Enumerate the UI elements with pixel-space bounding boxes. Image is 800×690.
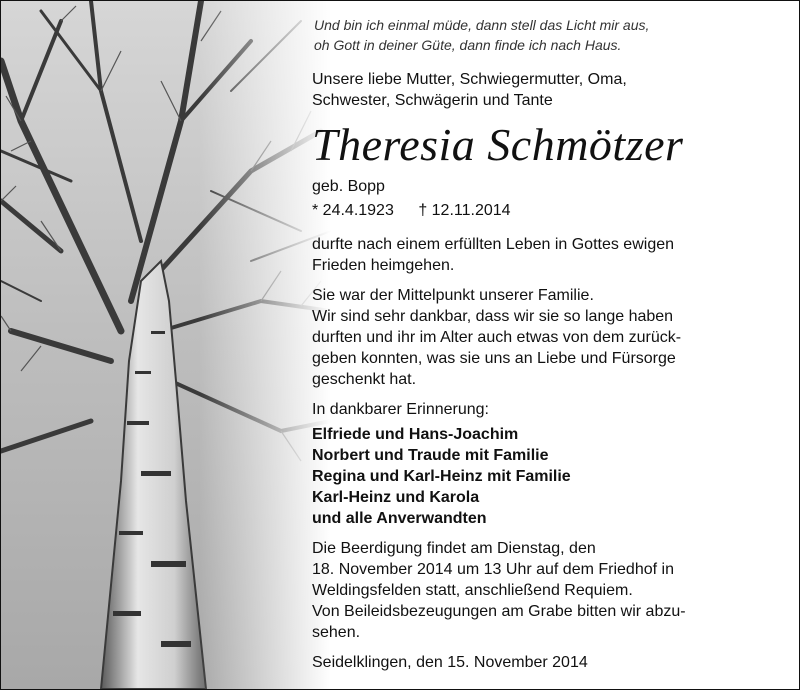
passing-text: [312, 234, 782, 276]
tribute-line: geschenkt hat.: [312, 371, 417, 388]
notice-text: [312, 15, 782, 682]
verse: [314, 15, 782, 55]
verse-line: oh Gott in deiner Güte, dann finde ich nach Haus.: [314, 37, 622, 53]
mourners-list: [312, 424, 782, 529]
tribute-line: geben konnten, was sie uns an Liebe und Fürsorge: [312, 350, 676, 367]
funeral-line: Von Beileidsbezeugungen am Grabe bitten wir abzu-: [312, 603, 686, 620]
verse-line: Und bin ich einmal müde, dann stell das Licht mir aus,: [314, 17, 650, 33]
place-and-date: Seidelklingen, den 15. November 2014: [312, 654, 588, 671]
funeral-line: Weldingsfelden statt, anschließend Requiem.: [312, 582, 633, 599]
mourner-entry: Elfriede und Hans-Joachim: [312, 426, 519, 443]
mourner-entry: Norbert und Traude mit Familie: [312, 447, 549, 464]
mourner-entry: Karl-Heinz und Karola: [312, 489, 480, 506]
passing-line: durfte nach einem erfüllten Leben in Gottes ewigen: [312, 236, 675, 253]
death-date: † 12.11.2014: [418, 202, 511, 219]
tribute-text: [312, 285, 782, 390]
birth-date: * 24.4.1923: [312, 202, 394, 219]
funeral-line: sehen.: [312, 624, 361, 641]
funeral-line: 18. November 2014 um 13 Uhr auf dem Friedhof in: [312, 561, 674, 578]
funeral-line: Die Beerdigung findet am Dienstag, den: [312, 540, 596, 557]
tribute-line: Wir sind sehr dankbar, dass wir sie so lange haben: [312, 308, 674, 325]
funeral-info: [312, 538, 782, 643]
maiden-name: geb. Bopp: [312, 178, 385, 195]
mourner-entry: und alle Anverwandten: [312, 510, 487, 527]
birch-tree-photo: [1, 1, 331, 689]
passing-line: Frieden heimgehen.: [312, 257, 455, 274]
life-dates: [312, 200, 782, 222]
intro-line: Schwester, Schwägerin und Tante: [312, 92, 553, 109]
deceased-name: Theresia Schmötzer: [312, 119, 684, 170]
tribute-line: durften und ihr im Alter auch etwas von dem zurück-: [312, 329, 682, 346]
tribute-line: Sie war der Mittelpunkt unserer Familie.: [312, 287, 594, 304]
intro: [312, 69, 782, 111]
intro-line: Unsere liebe Mutter, Schwiegermutter, Oma,: [312, 71, 627, 88]
mourner-entry: Regina und Karl-Heinz mit Familie: [312, 468, 571, 485]
remembrance-heading: In dankbarer Erinnerung:: [312, 401, 489, 418]
